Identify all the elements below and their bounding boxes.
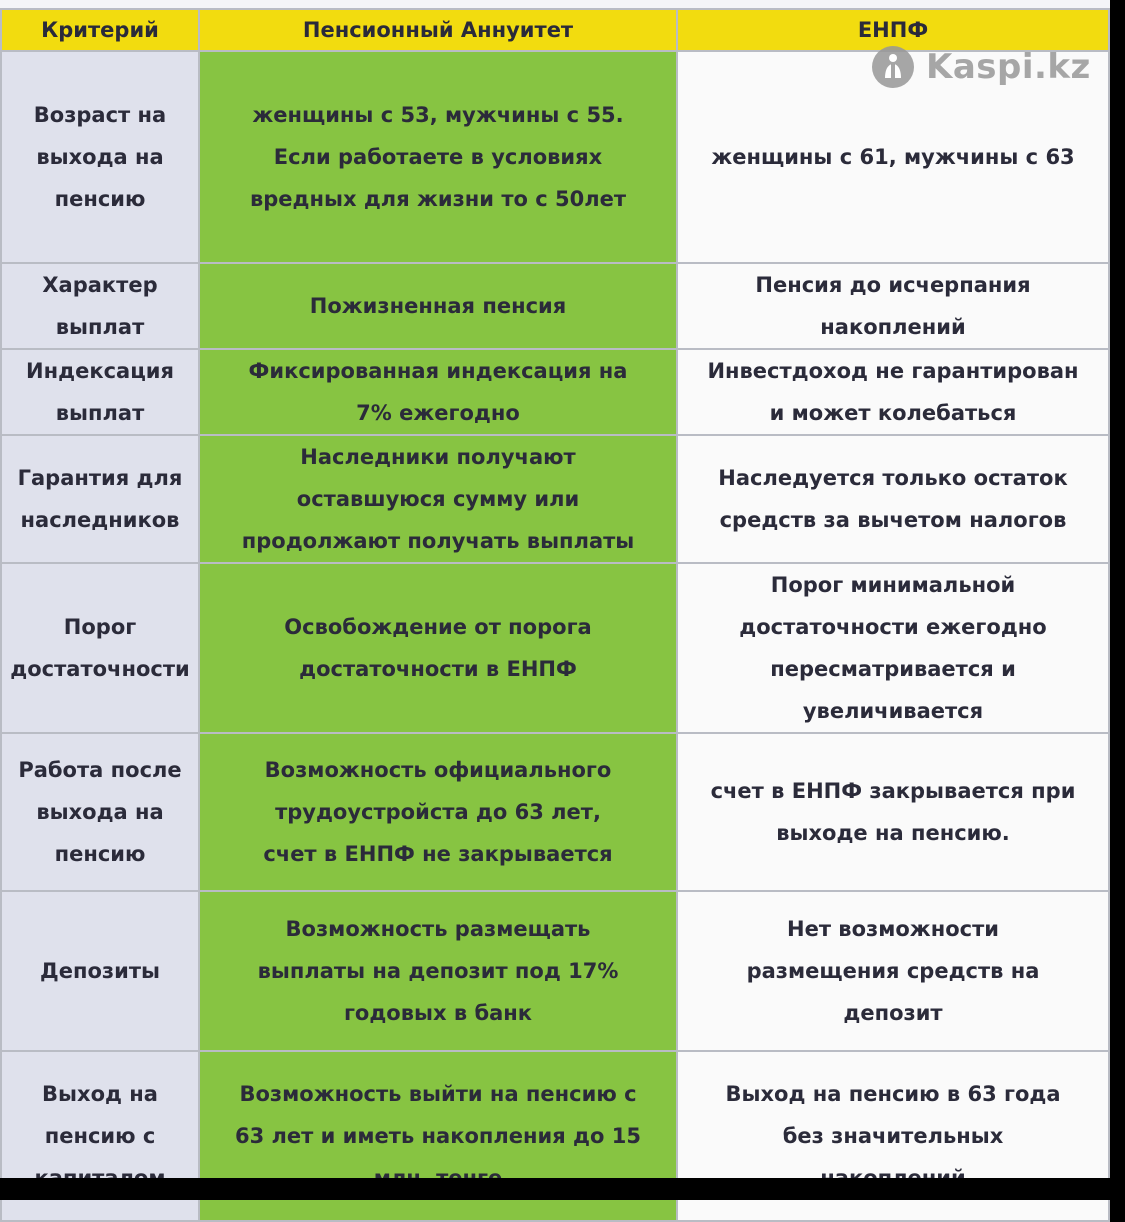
cell-line: Инвестдоход не гарантирован [707,359,1079,383]
cell-line: Характер [42,273,158,297]
cell-line: счет в ЕНПФ закрывается при [710,779,1076,803]
cell-line: выхода на [36,800,164,824]
cell-line: Возможность выйти на пенсию с [239,1082,637,1106]
cell-line: выплаты на депозит под 17% [257,959,619,983]
enpf-cell [677,435,1109,563]
cell-line: выхода на [36,145,164,169]
cell-line: 63 лет и иметь накопления до 15 [235,1124,641,1148]
cell-line: Порог [63,615,137,639]
cell-line: пенсию [54,187,146,211]
cell-line: достаточности в ЕНПФ [299,657,577,681]
cell-line: наследников [20,508,180,532]
annuity-cell [199,349,677,435]
cell-line: достаточности ежегодно [739,615,1047,639]
table-row [1,435,1109,563]
table-row [1,51,1109,263]
cell-line: Индексация [26,359,174,383]
cell-line: Пожизненная пенсия [309,294,567,318]
header-enpf: ЕНПФ [677,9,1109,51]
criterion-cell [1,891,199,1051]
cell-line: женщины с 53, мужчины с 55. [252,103,624,127]
table-row [1,733,1109,891]
cell-line: Работа после [18,758,182,782]
frame-bottom-edge [0,1178,1125,1200]
cell-line: Пенсия до исчерпания [755,273,1031,297]
cell-line: Выход на пенсию в 63 года [725,1082,1061,1106]
cell-line: Наследуется только остаток [718,466,1068,490]
watermark-text: Kaspi.kz [926,47,1091,87]
cell-line: и может колебаться [769,401,1017,425]
cell-line: средств за вычетом налогов [719,508,1067,532]
cell-line: без значительных [782,1124,1004,1148]
cell-line: депозит [843,1001,943,1025]
cell-line: пенсию [54,842,146,866]
enpf-cell [677,891,1109,1051]
header-criterion: Критерий [1,9,199,51]
cell-line: Порог минимальной [770,573,1016,597]
cell-line: женщины с 61, мужчины с 63 [711,145,1075,169]
cell-line: Возможность официального [264,758,612,782]
criterion-cell [1,733,199,891]
criterion-cell [1,349,199,435]
enpf-cell [677,733,1109,891]
cell-line: Возраст на [33,103,167,127]
cell-line: Депозиты [40,959,160,983]
criterion-cell [1,51,199,263]
cell-line: увеличивается [802,699,984,723]
cell-line: выплат [55,315,145,339]
cell-line: размещения средств на [746,959,1040,983]
comparison-table [0,8,1110,1222]
cell-line: 7% ежегодно [356,401,520,425]
cell-line: Наследники получают [300,445,576,469]
annuity-cell [199,51,677,263]
cell-line: Освобождение от порога [284,615,592,639]
cell-line: Если работаете в условиях [273,145,603,169]
cell-line: достаточности [10,657,190,681]
cell-line: пенсию с [44,1124,156,1148]
enpf-cell [677,349,1109,435]
cell-line: Выход на [42,1082,158,1106]
table-row [1,263,1109,349]
criterion-cell [1,435,199,563]
frame-right-edge [1110,0,1125,1200]
table-row [1,891,1109,1051]
cell-line: оставшуюся сумму или [296,487,580,511]
cell-line: Гарантия для [17,466,183,490]
header-annuity: Пенсионный Аннуитет [199,9,677,51]
annuity-cell [199,435,677,563]
cell-line: выходе на пенсию. [776,821,1010,845]
enpf-cell [677,563,1109,733]
cell-line: годовых в банк [343,1001,533,1025]
annuity-cell [199,733,677,891]
annuity-cell [199,563,677,733]
cell-line: вредных для жизни то с 50лет [249,187,627,211]
cell-line: продолжают получать выплаты [241,529,635,553]
enpf-cell [677,51,1109,263]
table-row [1,349,1109,435]
cell-line: Возможность размещать [285,917,591,941]
annuity-cell [199,891,677,1051]
enpf-cell [677,263,1109,349]
cell-line: накоплений [820,315,966,339]
cell-line: Нет возможности [787,917,999,941]
annuity-cell [199,263,677,349]
header-row [1,9,1109,51]
cell-line: счет в ЕНПФ не закрывается [263,842,613,866]
table-row [1,563,1109,733]
criterion-cell [1,263,199,349]
cell-line: Фиксированная индексация на [248,359,628,383]
cell-line: трудоустройста до 63 лет, [275,800,601,824]
cell-line: пересматривается и [770,657,1016,681]
criterion-cell [1,563,199,733]
cell-line: выплат [55,401,145,425]
table-body [1,51,1109,1221]
